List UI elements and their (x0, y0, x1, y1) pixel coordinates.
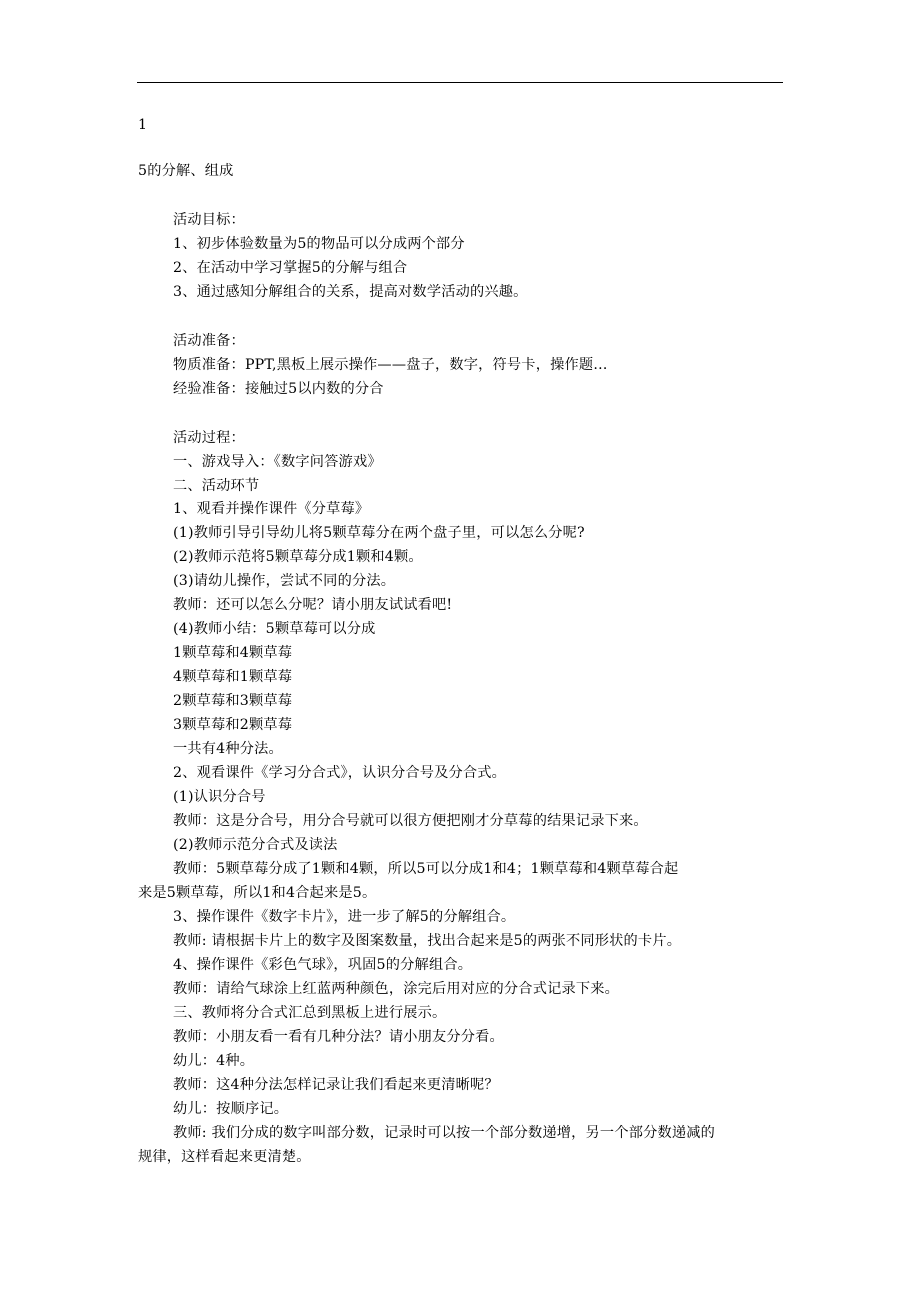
prep-item: 经验准备：接触过5以内数的分合 (173, 381, 384, 397)
process-line: (2)教师示范将5颗草莓分成1颗和4颗。 (173, 549, 423, 565)
document-title: 5的分解、组成 (138, 163, 234, 179)
goal-item: 2、在活动中学习掌握5的分解与组合 (173, 260, 408, 276)
process-line: (4)教师小结：5颗草莓可以分成 (173, 621, 376, 637)
process-line: 一、游戏导入：《数字问答游戏》 (173, 454, 382, 470)
process-line: 4、操作课件《彩色气球》，巩固5的分解组合。 (173, 957, 473, 973)
process-heading: 活动过程： (173, 430, 245, 446)
process-line: (1)认识分合号 (173, 789, 266, 805)
process-line: 3颗草莓和2颗草莓 (173, 717, 293, 733)
process-line: 教师：这是分合号，用分合号就可以很方便把刚才分草莓的结果记录下来。 (173, 813, 648, 829)
process-line: 一共有4种分法。 (173, 741, 283, 757)
process-line: (3)请幼儿操作，尝试不同的分法。 (173, 573, 396, 589)
prep-heading: 活动准备： (173, 333, 245, 349)
header-rule (137, 82, 783, 83)
process-line: 幼儿：4种。 (173, 1053, 255, 1069)
process-line: 教师：还可以怎么分呢？请小朋友试试看吧! (173, 597, 453, 613)
goals-heading: 活动目标： (173, 212, 245, 228)
process-paragraph-line: 教师：5颗草莓分成了1颗和4颗，所以5可以分成1和4；1颗草莓和4颗草莓合起 (173, 861, 679, 877)
process-line: 1颗草莓和4颗草莓 (173, 645, 293, 661)
process-line: (2)教师示范分合式及读法 (173, 837, 338, 853)
goal-item: 3、通过感知分解组合的关系，提高对数学活动的兴趣。 (173, 284, 528, 300)
process-paragraph-line: 规律，这样看起来更清楚。 (138, 1149, 311, 1165)
process-line: 1、观看并操作课件《分草莓》 (173, 501, 370, 517)
process-line: 教师：这4种分法怎样记录让我们看起来更清晰呢？ (173, 1077, 499, 1093)
process-line: 3、操作课件《数字卡片》，进一步了解5的分解组合。 (173, 909, 516, 925)
process-line: 教师：小朋友看一看有几种分法？请小朋友分分看。 (173, 1029, 504, 1045)
process-line: 教师: 请根据卡片上的数字及图案数量，找出合起来是5的两张不同形状的卡片。 (173, 933, 682, 949)
process-line: 2颗草莓和3颗草莓 (173, 693, 293, 709)
process-line: 教师：请给气球涂上红蓝两种颜色，涂完后用对应的分合式记录下来。 (173, 981, 620, 997)
goal-item: 1、初步体验数量为5的物品可以分成两个部分 (173, 236, 465, 252)
prep-item: 物质准备：PPT,黑板上展示操作——盘子，数字，符号卡，操作题… (173, 357, 608, 373)
process-line: 4颗草莓和1颗草莓 (173, 669, 293, 685)
page-number: 1 (138, 117, 148, 133)
process-line: 幼儿：按顺序记。 (173, 1101, 289, 1117)
process-line: 2、观看课件《学习分合式》，认识分合号及分合式。 (173, 765, 507, 781)
process-line: (1)教师引导引导幼儿将5颗草莓分在两个盘子里，可以怎么分呢? (173, 525, 585, 541)
process-paragraph-line: 来是5颗草莓，所以1和4合起来是5。 (138, 885, 377, 901)
process-paragraph-line: 教师: 我们分成的数字叫部分数，记录时可以按一个部分数递增，另一个部分数递减的 (173, 1125, 716, 1141)
process-line: 三、教师将分合式汇总到黑板上进行展示。 (173, 1005, 447, 1021)
process-line: 二、活动环节 (173, 478, 260, 494)
